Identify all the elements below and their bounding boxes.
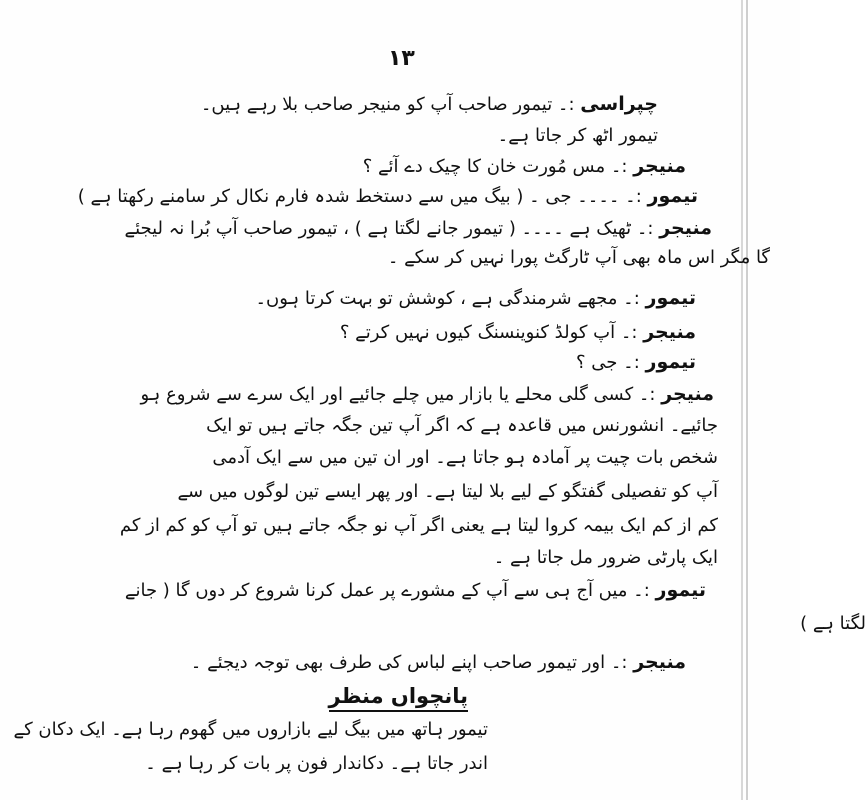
- speaker-name: چپراسی: [580, 93, 658, 115]
- dialogue-continuation: [800, 612, 866, 636]
- dialogue-text: :۔ مجھے شرمندگی ہے ، کوشش تو بہت کرتا ہوں۔: [255, 288, 640, 309]
- dialogue-line: [125, 578, 706, 603]
- page-number: ١٣: [388, 46, 415, 71]
- speaker-name: منیجر: [633, 155, 686, 177]
- stage-direction: [498, 124, 658, 148]
- dialogue-text: :۔ ۔۔۔۔ جی ۔ ( بیگ میں سے دستخط شدہ فارم نکال کر سامنے رکھتا ہے ): [77, 186, 642, 207]
- dialogue-line: [191, 650, 686, 675]
- scene-description: [14, 718, 488, 742]
- dialogue-text: لگتا ہے ): [800, 613, 866, 634]
- dialogue-text: :۔ مس مُورت خان کا چیک دے آئے ؟: [362, 156, 628, 177]
- dialogue-text: ایک پارٹی ضرور مل جاتا ہے ۔: [493, 547, 718, 568]
- speaker-name: منیجر: [659, 217, 712, 239]
- speaker-name: منیجر: [661, 383, 714, 405]
- dialogue-text: :۔ جی ؟: [576, 352, 640, 373]
- scene-description-text: اندر جاتا ہے۔ دکاندار فون پر بات کر رہا ہے ۔: [145, 753, 488, 774]
- speaker-name: تیمور: [645, 351, 696, 373]
- page-content: [13, 30, 866, 780]
- dialogue-line: [140, 382, 714, 407]
- dialogue-continuation: [206, 414, 718, 438]
- speaker-name: منیجر: [633, 651, 686, 673]
- dialogue-continuation: [120, 514, 718, 538]
- dialogue-text: آپ کو تفصیلی گفتگو کے لیے بلا لیتا ہے۔ اور پھر ایسے تین لوگوں میں سے: [177, 481, 718, 502]
- dialogue-text: جائیے۔ انشورنس میں قاعدہ ہے کہ اگر آپ تین جگہ جاتے ہیں تو ایک: [206, 415, 718, 436]
- dialogue-continuation: [177, 480, 718, 504]
- scene-description-text: تیمور ہاتھ میں بیگ لیے بازاروں میں گھوم رہا ہے۔ ایک دکان کے: [13, 719, 488, 740]
- dialogue-continuation: [212, 446, 718, 470]
- dialogue-line: [576, 350, 696, 375]
- dialogue-text: :۔ ٹھیک ہے ۔۔۔۔ ( تیمور جانے لگتا ہے ) ، تیمور صاحب آپ بُرا نہ لیجئے: [124, 218, 654, 239]
- dialogue-text: گا مگر اس ماہ بھی آپ ٹارگٹ پورا نہیں کر سکے ۔: [387, 247, 770, 268]
- dialogue-line: [125, 216, 712, 241]
- dialogue-line: [201, 92, 658, 117]
- page-edge-border: [741, 0, 749, 800]
- dialogue-continuation: [494, 546, 718, 570]
- scene-description: [145, 752, 488, 776]
- dialogue-line: [78, 184, 698, 209]
- dialogue-line: [363, 154, 686, 179]
- dialogue-text: :۔ کسی گلی محلے یا بازار میں چلے جائیے اور ایک سرے سے شروع ہو: [140, 384, 656, 405]
- dialogue-text: :۔ تیمور صاحب آپ کو منیجر صاحب بلا رہے ہیں۔: [200, 94, 575, 115]
- dialogue-text: :۔ میں آج ہی سے آپ کے مشورے پر عمل کرنا شروع کر دوں گا ( جانے: [124, 580, 650, 601]
- dialogue-text: :۔ آپ کولڈ کنوینسنگ کیوں نہیں کرتے ؟: [339, 322, 638, 343]
- speaker-name: تیمور: [647, 185, 698, 207]
- scene-heading: پانچواں منظر: [329, 684, 468, 712]
- dialogue-line: [256, 286, 697, 311]
- dialogue-text: شخص بات چیت پر آمادہ ہو جاتا ہے۔ اور ان تین میں سے ایک آدمی: [212, 447, 718, 468]
- stage-direction-text: تیمور اٹھ کر جاتا ہے۔: [497, 125, 658, 146]
- speaker-name: تیمور: [655, 579, 706, 601]
- dialogue-line: [340, 320, 696, 345]
- dialogue-text: کم از کم ایک بیمہ کروا لیتا ہے یعنی اگر آپ نو جگہ جاتے ہیں تو آپ کو کم از کم: [119, 515, 718, 536]
- speaker-name: تیمور: [645, 287, 696, 309]
- dialogue-text: :۔ اور تیمور صاحب اپنے لباس کی طرف بھی توجہ دیجئے ۔: [190, 652, 628, 673]
- speaker-name: منیجر: [643, 321, 696, 343]
- dialogue-continuation: [388, 246, 770, 270]
